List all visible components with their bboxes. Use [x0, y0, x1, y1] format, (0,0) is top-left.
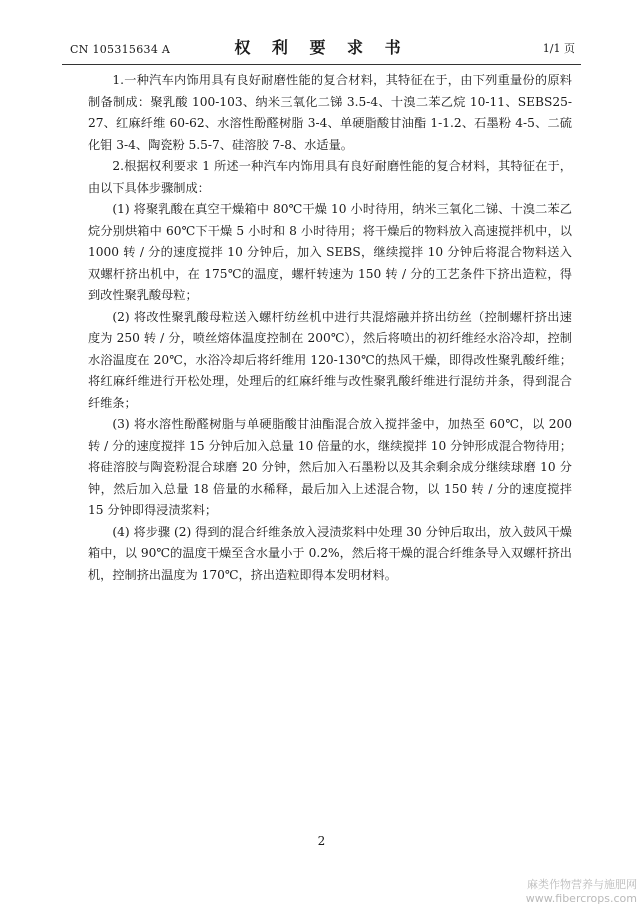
document-title: 权 利 要 求 书 — [234, 38, 409, 57]
claims-body — [88, 70, 572, 586]
watermark-site-name: 麻类作物营养与施肥网 — [527, 878, 637, 891]
page-indicator: 1/1 页 — [542, 42, 575, 55]
watermark-site-url: www.fibercrops.com — [525, 892, 637, 905]
claim-2: 2.根据权利要求 1 所述一种汽车内饰用具有良好耐磨性能的复合材料，其特征在于，由以下具体步骤制成： — [88, 159, 572, 195]
claim-1: 1.一种汽车内饰用具有良好耐磨性能的复合材料，其特征在于，由下列重量份的原料制备制成：聚乳酸 100-103、纳米三氧化二锑 3.5-4、十溴二苯乙烷 10-11、SEBS25-27、红麻纤维 60-62、水溶性酚醛树脂 3-4、单硬脂酸甘油酯 1-1.2、石墨粉 4-5、二硫化钼 3-4、陶瓷粉 5.5-7、硅溶胶 7-8、水适量。 — [88, 73, 572, 152]
page-number: 2 — [317, 834, 326, 848]
claim-2-step-1: (1) 将聚乳酸在真空干燥箱中 80℃干燥 10 小时待用，纳米三氧化二锑、十溴二苯乙烷分别烘箱中 60℃下干燥 5 小时和 8 小时待用；将干燥后的物料放入高速搅拌机中，以 1000 转 / 分的速度搅拌 10 分钟后，加入 SEBS，继续搅拌 10 分钟后将混合物料送入双螺杆挤出机中，在 175℃的温度，螺杆转速为 150 转 / 分的工艺条件下挤出造粒，得到改性聚乳酸母粒； — [88, 202, 572, 302]
publication-number: CN 105315634 A — [70, 43, 171, 56]
site-watermark — [526, 878, 637, 906]
claim-2-step-2: (2) 将改性聚乳酸母粒送入螺杆纺丝机中进行共混熔融并挤出纺丝（控制螺杆挤出速度为 250 转 / 分，喷丝熔体温度控制在 200℃），然后将喷出的初纤维经水浴冷却，控制水浴温度在 20℃，水浴冷却后将纤维用 120-130℃的热风干燥，即得改性聚乳酸纤维；将红麻纤维进行开松处理，处理后的红麻纤维与改性聚乳酸纤维进行混纺并条，得到混合纤维条； — [88, 309, 572, 410]
header-divider — [62, 64, 581, 65]
claim-2-step-4: (4) 将步骤 (2) 得到的混合纤维条放入浸渍浆料中处理 30 分钟后取出，放入鼓风干燥箱中，以 90℃的温度干燥至含水量小于 0.2%，然后将干燥的混合纤维条导入双螺杆挤出机，控制挤出温度为 170℃，挤出造粒即得本发明材料。 — [88, 524, 572, 582]
page-header — [62, 34, 581, 64]
claim-2-step-3: (3) 将水溶性酚醛树脂与单硬脂酸甘油酯混合放入搅拌釜中，加热至 60℃，以 200 转 / 分的速度搅拌 15 分钟后加入总量 10 倍量的水，继续搅拌 10 分钟形成混合物待用；将硅溶胶与陶瓷粉混合球磨 20 分钟，然后加入石墨粉以及其余剩余成分继续球磨 10 分钟，然后加入总量 18 倍量的水稀释，最后加入上述混合物，以 150 转 / 分的速度搅拌 15 分钟即得浸渍浆料； — [88, 417, 572, 517]
